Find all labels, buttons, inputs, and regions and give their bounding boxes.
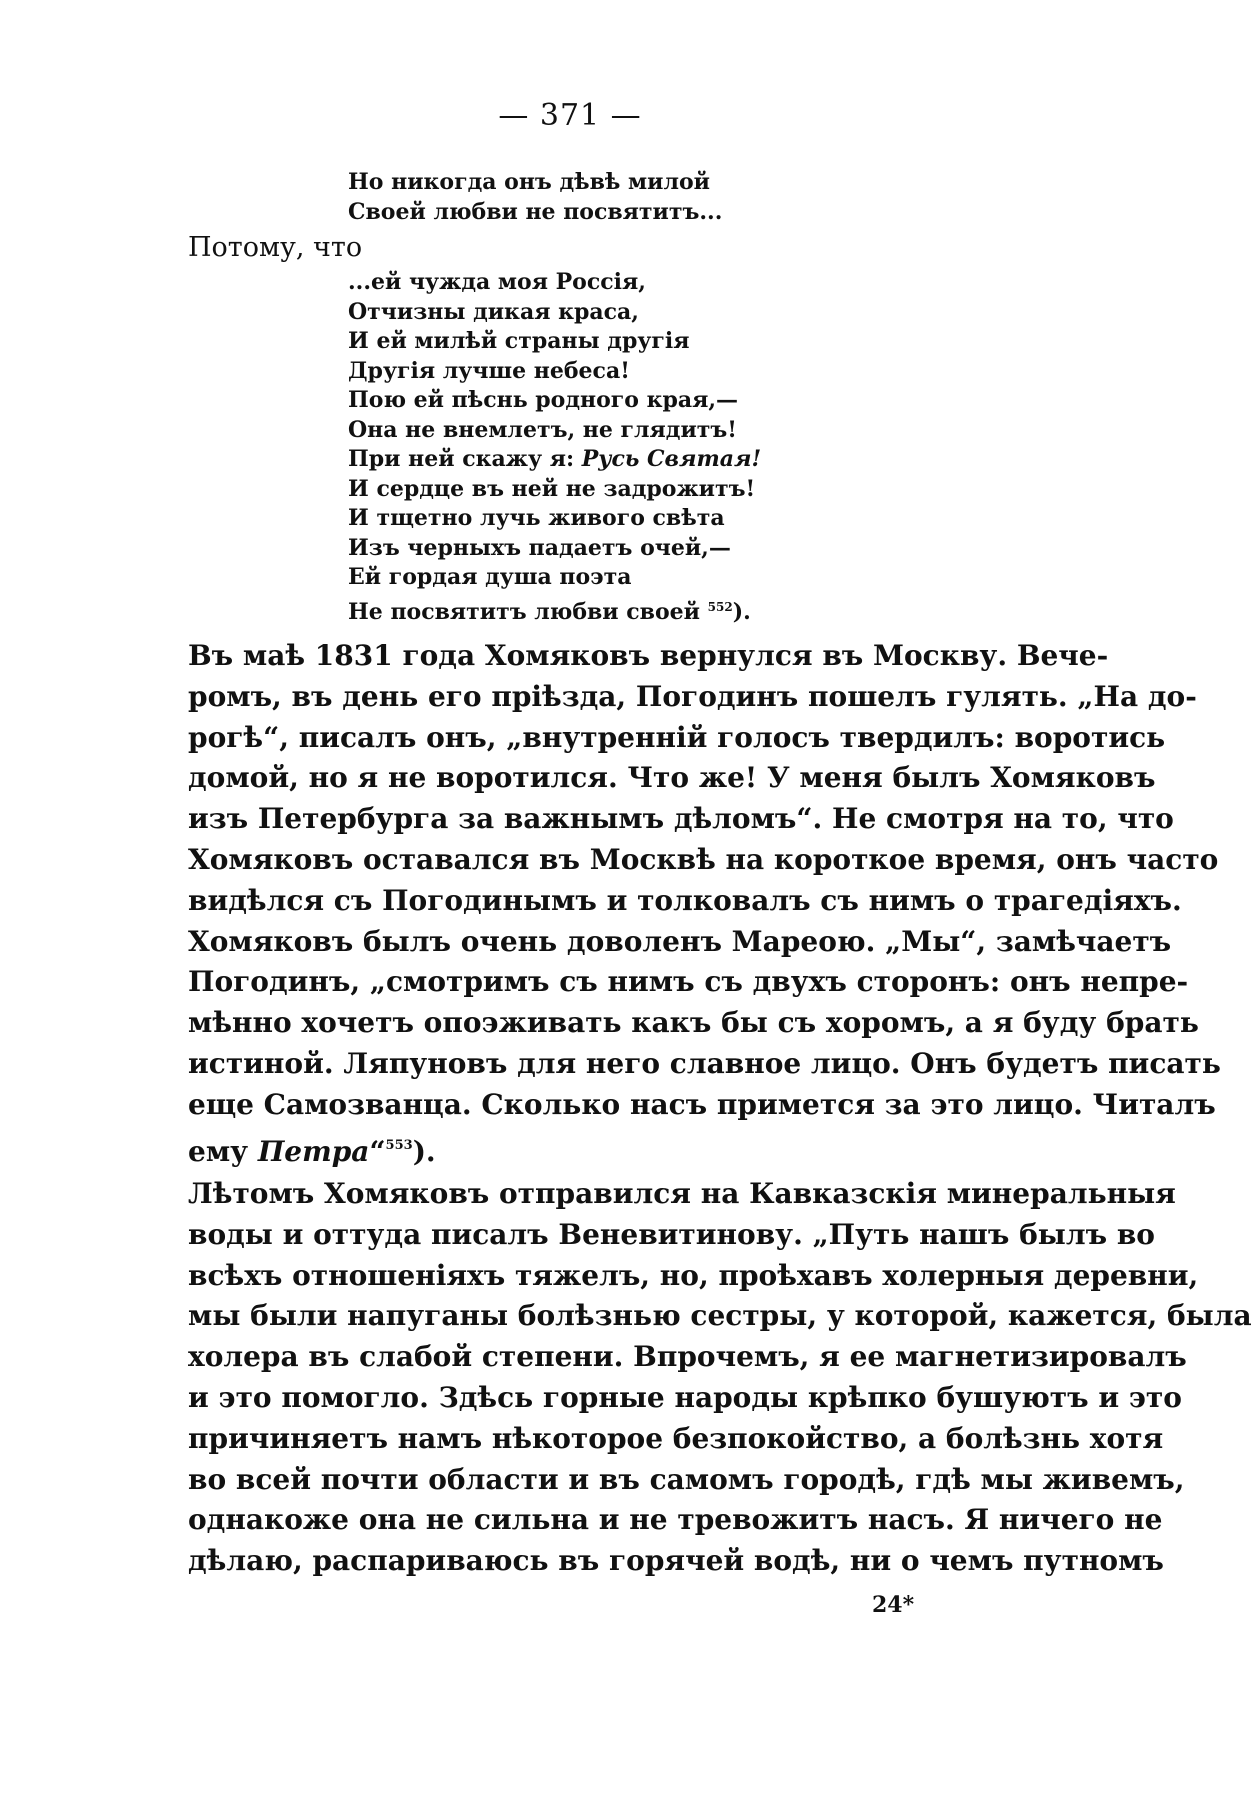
verse-top (348, 168, 722, 227)
text-line: рогѣ“, писалъ онъ, „внутренній голосъ твердилъ: воротись (188, 720, 1166, 754)
verse-text: Не посвятитъ любви своей (348, 598, 700, 625)
text-line: Въ маѣ 1831 года Хомяковъ вернулся въ Москву. Вече- (188, 639, 1109, 672)
paragraph-2 (188, 1174, 1252, 1582)
italic-title: Петра (257, 1134, 370, 1168)
verse-line: Другія лучше небеса! (348, 357, 630, 384)
text-line: Погодинъ, „смотримъ съ нимъ съ двухъ сторонъ: онъ непре- (188, 965, 1189, 999)
verse-line: И ей милѣй страны другія (348, 328, 690, 354)
text-line: однакоже она не сильна и не тревожитъ насъ. Я ничего не (188, 1503, 1163, 1537)
text-line: Лѣтомъ Хомяковъ отправился на Кавказскія минеральныя (188, 1177, 1176, 1210)
text-line: причиняетъ намъ нѣкоторое безпокойство, а болѣзнь хотя (188, 1421, 1164, 1455)
italic-phrase: Русь Святая! (581, 446, 762, 472)
footnote-marker: 552 (707, 599, 733, 614)
text-line: воды и оттуда писалъ Веневитинову. „Путь нашъ былъ во (188, 1217, 1155, 1251)
text-line: изъ Петербурга за важнымъ дѣломъ“. Не смотря на то, что (188, 802, 1174, 836)
text-line: истиной. Ляпуновъ для него славное лицо. Онъ будетъ писать (188, 1046, 1221, 1080)
text-line: мѣнно хочетъ опоэживать какъ бы съ хоромъ, а я буду брать (188, 1006, 1199, 1040)
text-line: во всей почти области и въ самомъ городѣ, гдѣ мы живемъ, (188, 1462, 1185, 1496)
lead-in-text: Потому, что (188, 232, 363, 263)
text-line (188, 1126, 988, 1173)
verse-line: И тщетно лучь живого свѣта (348, 505, 725, 531)
verse-line: Отчизны дикая краса, (348, 298, 639, 325)
text-line: мы были напуганы болѣзнью сестры, у которой, кажется, была (188, 1299, 1252, 1333)
text-line: и это помогло. Здѣсь горные народы крѣпко бушуютъ и это (188, 1380, 1182, 1414)
quote-mark: “ (369, 1134, 386, 1168)
verse-line: Ей гордая душа поэта (348, 564, 632, 590)
text-line: еще Самозванца. Сколько насъ примется за это лицо. Читалъ (188, 1087, 1216, 1121)
page-number: — 371 — (498, 98, 642, 133)
verse-line: И сердце въ ней не задрожитъ! (348, 475, 756, 502)
verse-line: Своей любви не посвятитъ... (348, 198, 723, 225)
verse-line: При ней скажу я: Русь Святая! (348, 446, 762, 472)
text-line: холера въ слабой степени. Впрочемъ, я ее магнетизировалъ (188, 1340, 1187, 1374)
verse-line: Пою ей пѣснь родного края,— (348, 387, 739, 413)
verse-end: ). (732, 598, 751, 625)
signature-mark: 24* (872, 1592, 915, 1618)
text-line: ромъ, въ день его пріѣзда, Погодинъ пошелъ гулять. „На до- (188, 679, 1197, 713)
text-line: всѣхъ отношеніяхъ тяжелъ, но, проѣхавъ холерныя деревни, (188, 1258, 1199, 1292)
text-line: Хомяковъ оставался въ Москвѣ на короткое время, онъ часто (188, 842, 1219, 876)
paragraph-1 (188, 636, 1221, 1172)
text-fragment: ему (188, 1134, 258, 1168)
text-line: видѣлся съ Погодинымъ и толковалъ съ нимъ о трагедіяхъ. (188, 883, 1182, 917)
verse-line: Изъ черныхъ падаетъ очей,— (348, 534, 731, 561)
verse-main (348, 268, 761, 627)
text-line: домой, но я не воротился. Что же! У меня былъ Хомяковъ (188, 761, 1156, 795)
text-line: Хомяковъ былъ очень доволенъ Мареою. „Мы“, замѣчаетъ (188, 924, 1172, 958)
verse-line: Но никогда онъ дѣвѣ милой (348, 169, 710, 195)
text-line: дѣлаю, распариваюсь въ горячей водѣ, ни о чемъ путномъ (188, 1544, 1164, 1578)
footnote-marker: 553 (385, 1137, 413, 1153)
verse-line: ...ей чужда моя Россія, (348, 269, 646, 295)
verse-line: Она не внемлетъ, не глядитъ! (348, 416, 737, 443)
text-fragment: ). (412, 1134, 436, 1168)
verse-line (348, 593, 761, 628)
